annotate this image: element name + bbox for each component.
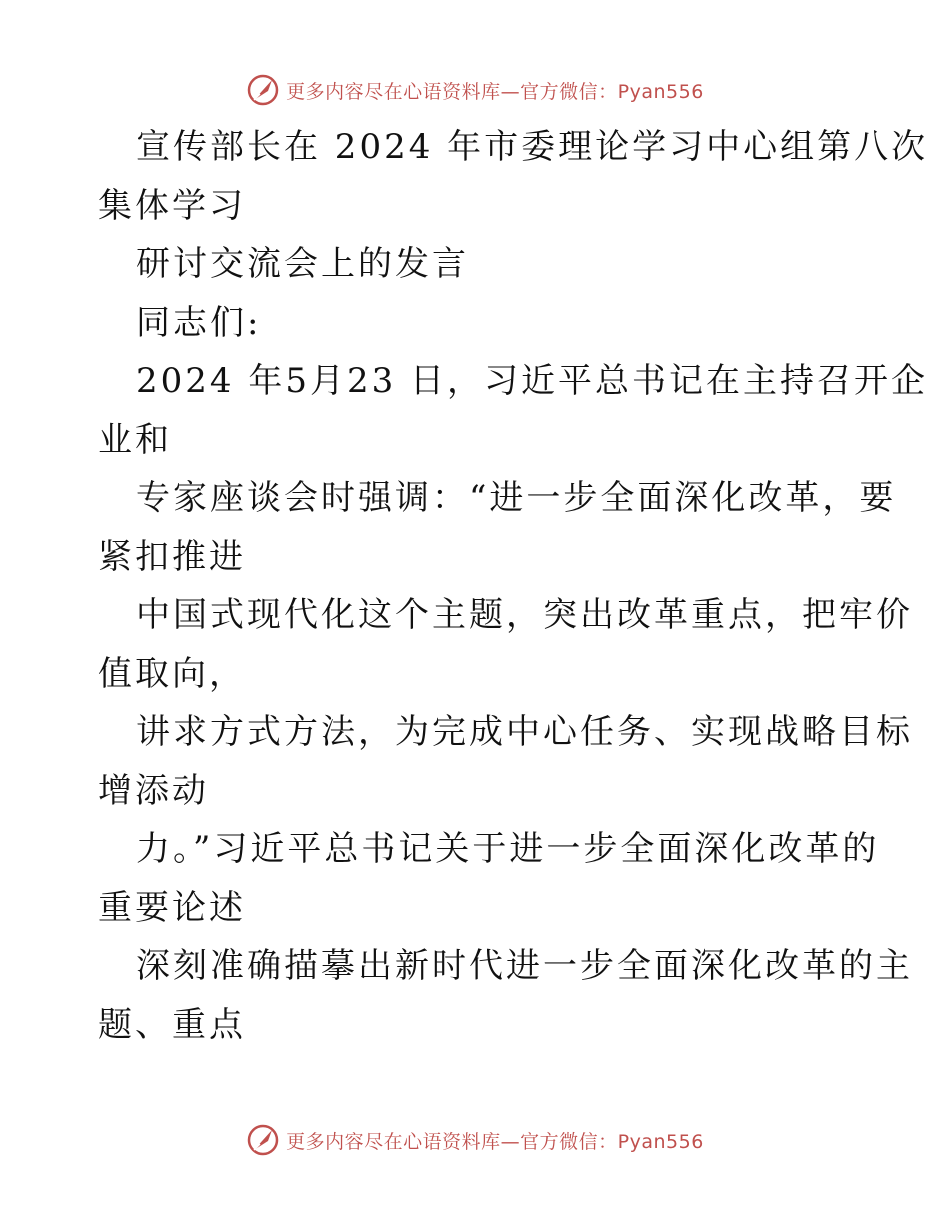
text-line: 宣传部长在 2024 年市委理论学习中心组第八次 <box>136 127 929 167</box>
text-line: 同志们: <box>136 302 262 343</box>
feather-pen-logo-icon <box>246 1123 280 1157</box>
text-line: 题、重点 <box>98 1004 246 1045</box>
banner-text: 更多内容尽在心语资料库—官方微信：Pyan556 <box>286 80 704 103</box>
text-line: 2024 年5月23 日，习近平总书记在主持召开企 <box>136 361 929 401</box>
text-line: 集体学习 <box>98 185 246 226</box>
text-line: 研讨交流会上的发言 <box>136 244 469 284</box>
text-line: 讲求方式方法，为完成中心任务、实现战略目标 <box>136 712 913 752</box>
text-line: 力。”习近平总书记关于进一步全面深化改革的 <box>136 829 880 869</box>
text-line: 专家座谈会时强调：“进一步全面深化改革，要 <box>136 478 897 518</box>
text-line: 业和 <box>98 419 172 460</box>
text-line: 增添动 <box>98 770 209 811</box>
header-banner <box>0 70 950 110</box>
text-line: 值取向， <box>98 653 246 694</box>
footer-banner <box>0 1120 950 1160</box>
text-line: 重要论述 <box>98 887 246 928</box>
text-line: 紧扣推进 <box>98 536 246 577</box>
text-line: 深刻准确描摹出新时代进一步全面深化改革的主 <box>136 946 913 986</box>
text-line: 中国式现代化这个主题，突出改革重点，把牢价 <box>136 595 913 635</box>
feather-pen-logo-icon <box>246 73 280 107</box>
banner-text: 更多内容尽在心语资料库—官方微信：Pyan556 <box>286 1130 704 1153</box>
document-body <box>98 118 929 1054</box>
